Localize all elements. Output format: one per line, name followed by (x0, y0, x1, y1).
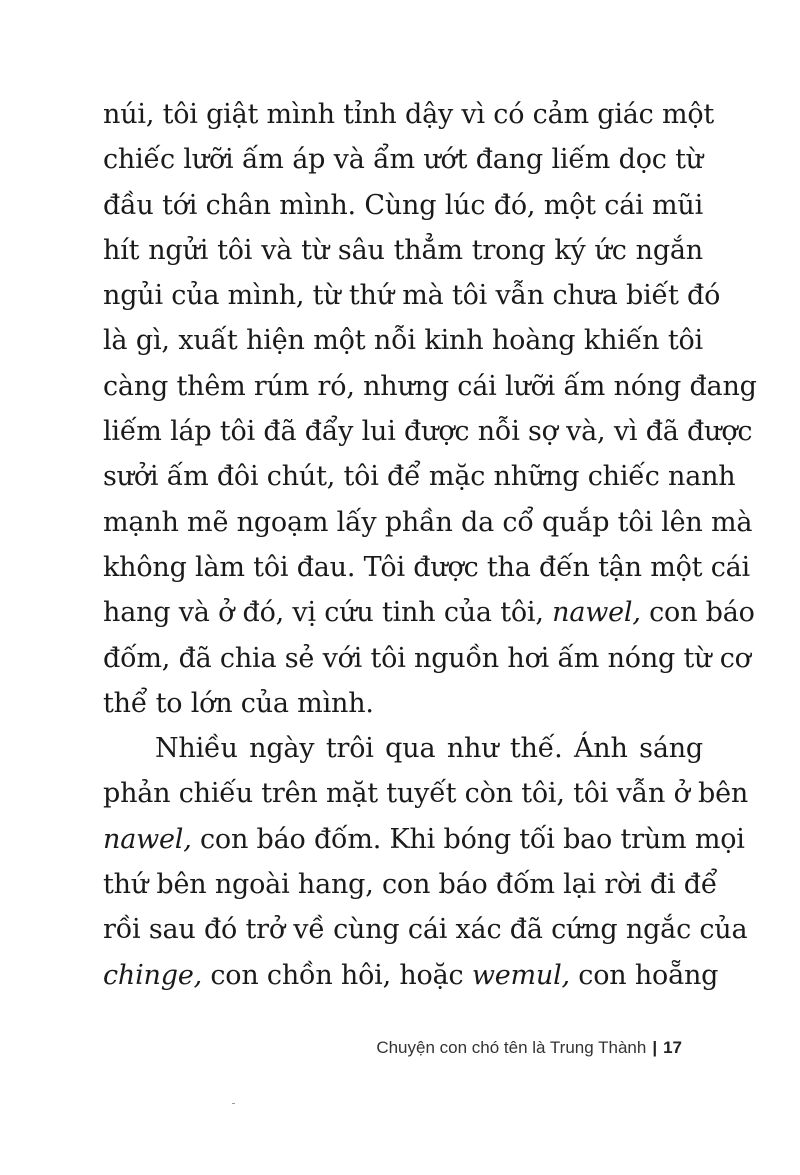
text-segment: hang và ở đó, vị cứu tinh của tôi, (103, 597, 553, 629)
text-line-paragraph-end: thể to lớn của mình. (103, 687, 374, 719)
text-line: núi, tôi giật mình tỉnh dậy vì có cảm giác một (103, 99, 715, 130)
text-line (103, 953, 719, 998)
text-line (103, 590, 755, 635)
paper-speck (232, 1103, 235, 1104)
text-line: ngủi của mình, từ thứ mà tôi vẫn chưa biết đó (103, 280, 721, 312)
italic-term: nawel, (103, 823, 192, 855)
text-line: mạnh mẽ ngoạm lấy phần da cổ quắp tôi lên mà (103, 506, 753, 538)
text-line: càng thêm rúm ró, nhưng cái lưỡi ấm nóng đang (103, 370, 757, 402)
text-segment: con chồn hôi, hoặc (201, 959, 472, 991)
text-segment: con hoẵng (569, 959, 719, 991)
running-footer (376, 1038, 682, 1058)
text-segment: con báo đốm. Khi bóng tối bao trùm mọi (191, 823, 745, 855)
italic-term: wemul, (471, 959, 570, 991)
book-title: Chuyện con chó tên là Trung Thành (376, 1038, 647, 1057)
text-line: rồi sau đó trở về cùng cái xác đã cứng ngắc của (103, 914, 748, 946)
text-line: không làm tôi đau. Tôi được tha đến tận một cái (103, 551, 750, 583)
text-segment: con báo (640, 597, 755, 629)
text-line (103, 817, 745, 862)
body-text (103, 92, 757, 998)
italic-term: chinge, (103, 959, 202, 991)
text-line: đốm, đã chia sẻ với tôi nguồn hơi ấm nóng từ cơ (103, 642, 751, 674)
text-line: liếm láp tôi đã đẩy lui được nỗi sợ và, vì đã được (103, 416, 753, 448)
text-line: hít ngửi tôi và từ sâu thẳm trong ký ức ngắn (103, 234, 703, 266)
text-line: là gì, xuất hiện một nỗi kinh hoàng khiến tôi (103, 325, 703, 357)
text-line: sưởi ấm đôi chút, tôi để mặc những chiếc nanh (103, 461, 736, 493)
page-number: 17 (663, 1038, 682, 1057)
footer-separator: | (652, 1038, 658, 1057)
text-line: chiếc lưỡi ấm áp và ẩm ướt đang liếm dọc từ (103, 144, 703, 176)
text-line: phản chiếu trên mặt tuyết còn tôi, tôi vẫn ở bên (103, 778, 749, 810)
text-line-paragraph-start: Nhiều ngày trôi qua như thế. Ánh sáng (155, 733, 703, 765)
text-line: đầu tới chân mình. Cùng lúc đó, một cái mũi (103, 189, 703, 221)
text-line: thứ bên ngoài hang, con báo đốm lại rời đi để (103, 869, 718, 901)
italic-term: nawel, (552, 597, 641, 629)
